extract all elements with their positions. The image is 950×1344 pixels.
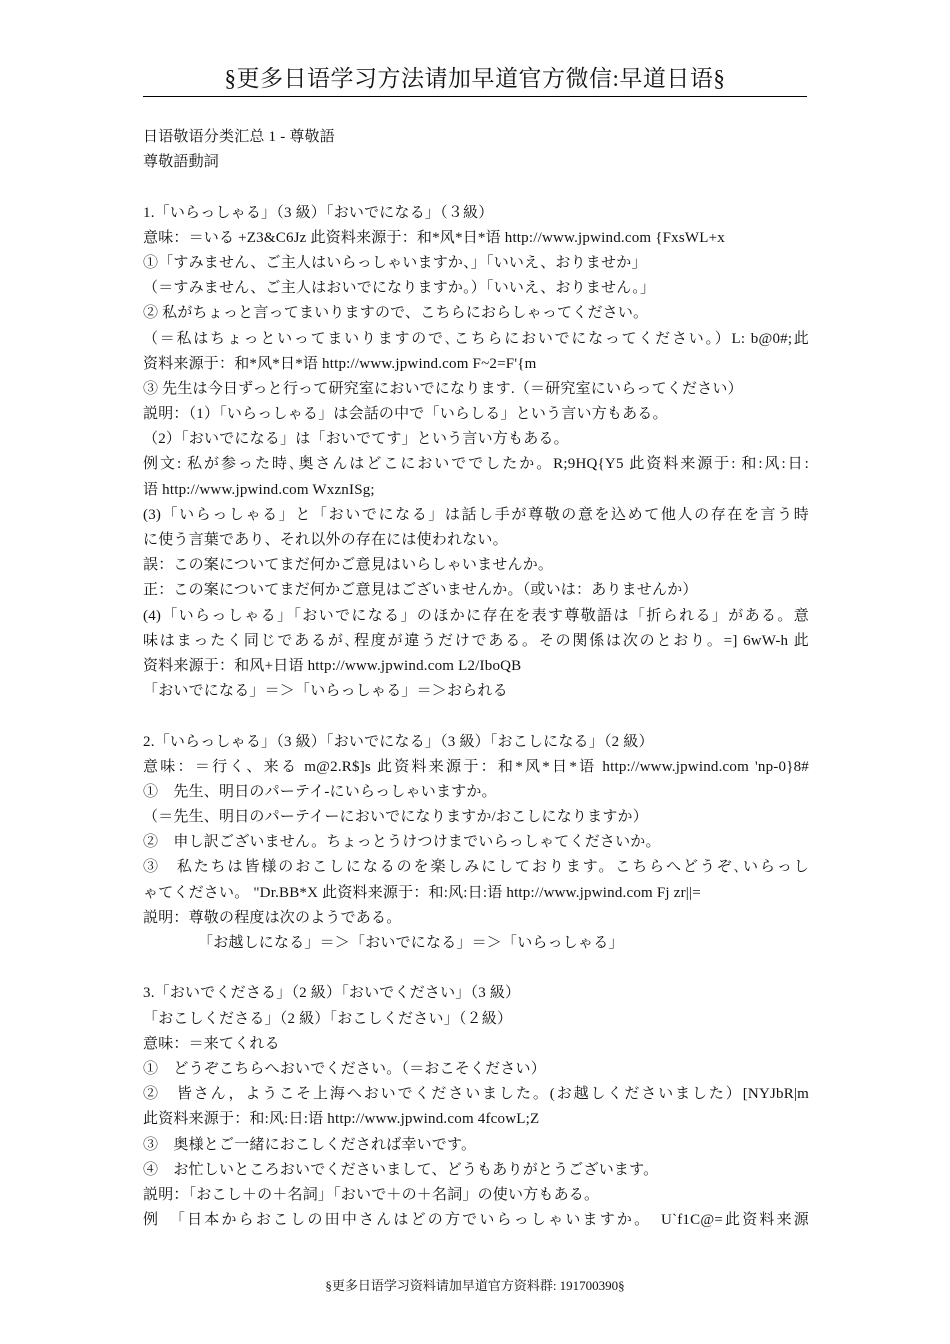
header-divider [143,96,807,97]
text-line: ③ 奥様とご一緒におこしくだされば幸いです。 [143,1136,477,1153]
text-line: 誤：この案についてまだ何かご意見はいらしゃいませんか。 [143,557,554,574]
text-line: 説明：尊敬の程度は次のようである。 [143,909,402,926]
text-line: 説明：「おこし＋の＋名詞」「おいで＋の＋名詞」の使い方もある。 [143,1186,600,1203]
text-line: (4)「いらっしゃる」「おいでになる」のほかに存在を表す尊敬語は「折られる」がある。意 [143,607,809,624]
text-line: ③ 先生は今日ずっと行って研究室においでになります.（＝研究室にいらってください） [143,380,743,397]
text-line: 正：この案についてまだ何かご意見はございませんか。（或いは：ありませんか） [143,582,698,599]
page-footer-text: §更多日语学习资料请加早道官方资料群: 191700390§ [325,1278,625,1293]
text-line: 意味：＝行く、来る m@2.R$]s 此资料来源于：和*风*日*语 http://www.jpwind.com 'np-0}8# [143,758,809,775]
text-line: （2）「おいでになる」は「おいでてす」という言い方もある。 [143,431,569,448]
text-line: に使う言葉であり、それ以外の存在には使われない。 [143,532,508,548]
item-heading: 2.「いらっしゃる」（3 級）「おいでになる」（3 級）「おこしになる」（2 級） [143,733,654,750]
text-line: 资料来源于：和风+日语 http://www.jpwind.com L2/IboQB [143,657,522,674]
item-heading: 1.「いらっしゃる」（3 級）「おいでになる」（３級） [143,204,494,221]
text-line: 「お越しになる」＝＞「おいでになる」＝＞「いらっしゃる」 [198,935,624,951]
text-line: ② 申し訳ございません。ちょっとうけつけまでいらっしゃてくださいか。 [143,834,661,851]
text-line: 意味：＝来てくれる [143,1035,280,1052]
text-line: 此资料来源于：和:风:日:语 http://www.jpwind.com 4fcowL;Z [143,1111,540,1128]
text-line: ④ お忙しいところおいでくださいまして、どうもありがとうございます。 [143,1161,659,1178]
page-header-title: §更多日语学习方法请加早道官方微信:早道日语§ [224,66,726,91]
text-line: ① 先生、明日のパーテイ-にいらっしゃいますか。 [143,783,497,800]
text-line: ① どうぞこちらへおいでください。（＝おこそください） [143,1060,546,1077]
text-line: 例 「日本からおこしの田中さんはどの方でいらっしゃいますか。 U`f1C@=此资料来源 [143,1212,809,1229]
section-heading: 尊敬語動詞 [143,154,220,171]
blank-line [143,175,809,200]
blank-line [143,956,809,981]
text-line: 语 http://www.jpwind.com WxznISg; [143,481,375,498]
text-line: 味はまったく同じであるが､程度が違うだけである。その関係は次のとおり。=] 6wW-h 此 [143,632,809,649]
text-line: （＝すみません、ご主人はおいでになりますか。）「いいえ、おりません。」 [143,280,656,297]
text-line: ゃてください。 "Dr.BB*X 此资料来源于：和:风:日:语 http://www.jpwind.com Fj zr||= [143,884,701,901]
text-line: (3)「いらっしゃる」と「おいでになる」は話し手が尊敬の意を込めて他人の存在を言う時 [143,506,809,523]
text-line: 説明：（1）「いらっしゃる」は会話の中で「いらしる」という言い方もある。 [143,406,668,423]
text-line: ② 私がちょっと言ってまいりますので、こちらにおらしゃってください。 [143,305,649,322]
text-line: ①「すみません、ご主人はいらっしゃいますか、」「いいえ、おりませか」 [143,254,647,271]
doc-title: 日语敬语分类汇总 1 - 尊敬語 [143,129,335,145]
text-line: （＝私はちょっといってまいりますので､こちらにおいでになってください。）L: b@0#;此 [143,330,809,347]
text-line: 例文: 私が参った時､奥さんはどこにおいででしたか。R;9HQ{Y5 此资料来源于: 和:风:日: [143,456,809,473]
text-line: ② 皆さん，ようこそ上海へおいでくださいました。(お越しくださいました）[NYJbR|m [143,1086,809,1103]
text-line: 「おいでになる」＝＞「いらっしゃる」＝＞おられる [143,683,508,700]
text-line: 意味：＝いる +Z3&C6Jz 此资料来源于：和*风*日*语 http://www.jpwind.com {FxsWL+x [143,229,726,246]
item-heading: 3.「おいでくださる」（2 級）「おいでください」（3 級） [143,985,521,1002]
text-line: 「おこしくださる」（2 級）「おこしください」（２級） [143,1010,513,1027]
text-line: ③ 私たちは皆様のおこしになるのを楽しみにしております。こちらへどうぞ､いらっし [143,859,809,876]
document-body [143,125,809,1233]
blank-line [143,704,809,729]
text-line: （＝先生、明日のパーテイーにおいでになりますか/おこしになりますか） [143,809,648,826]
text-line: 资料来源于：和*风*日*语 http://www.jpwind.com F~2=F'{m [143,355,537,372]
